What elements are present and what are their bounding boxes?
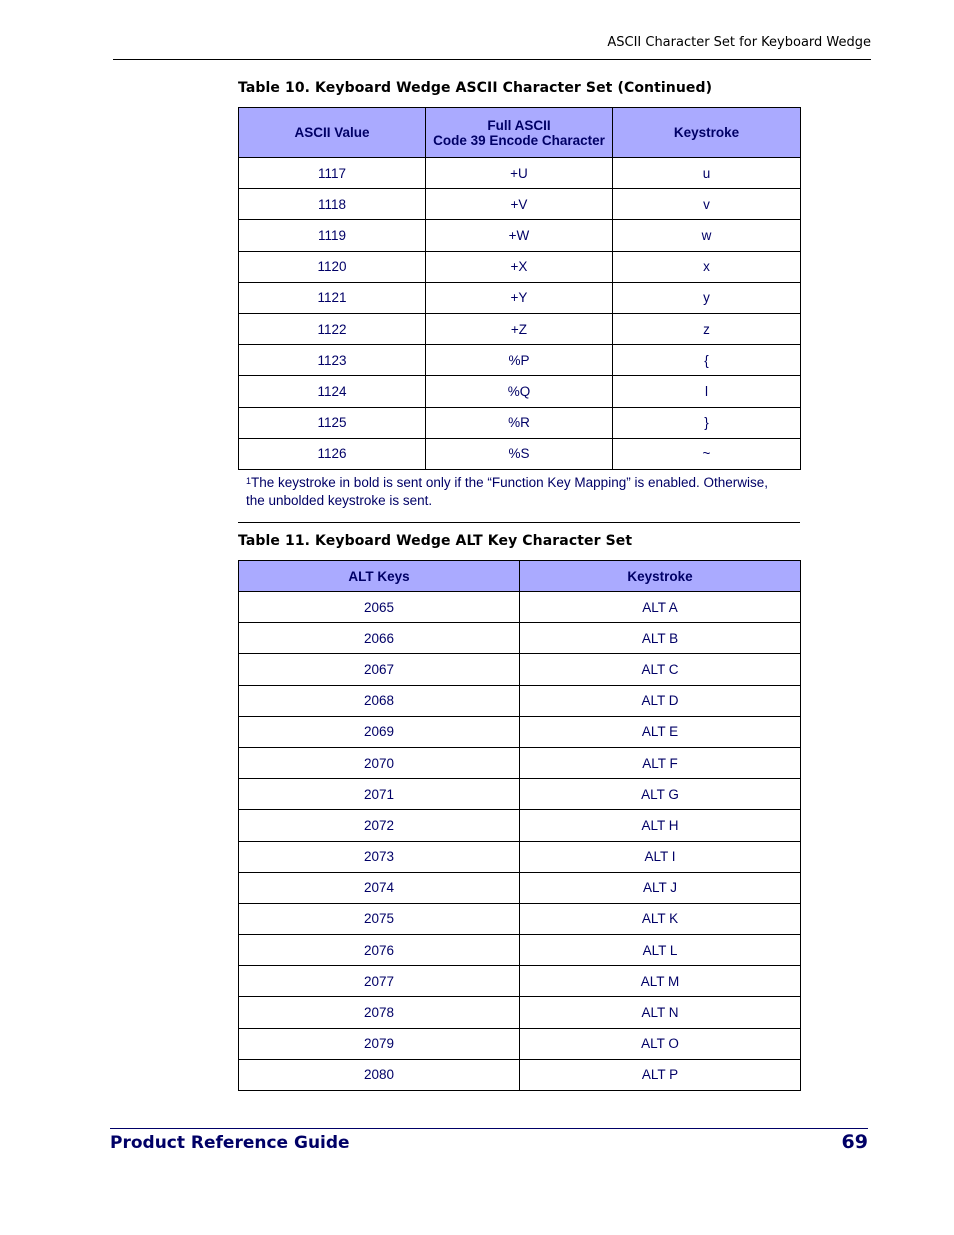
header-keystroke: Keystroke [613, 108, 801, 158]
alt-key-cell: 2067 [239, 654, 520, 685]
keystroke-cell: } [613, 407, 801, 438]
header-keystroke: Keystroke [520, 561, 801, 592]
ascii-table-body [239, 158, 801, 470]
keystroke-cell: ALT C [520, 654, 801, 685]
keystroke-cell: v [613, 189, 801, 220]
keystroke-cell: w [613, 220, 801, 251]
alt-key-cell: 2072 [239, 810, 520, 841]
ascii-value-cell: 1126 [239, 438, 426, 469]
header-alt-keys: ALT Keys [239, 561, 520, 592]
alt-key-cell: 2076 [239, 935, 520, 966]
alt-key-cell: 2075 [239, 903, 520, 934]
alt-key-cell: 2077 [239, 966, 520, 997]
alt-key-cell: 2069 [239, 716, 520, 747]
ascii-value-cell: 1121 [239, 282, 426, 313]
ascii-value-cell: 1124 [239, 376, 426, 407]
code39-cell: %P [426, 345, 613, 376]
ascii-value-cell: 1118 [239, 189, 426, 220]
ascii-value-cell: 1125 [239, 407, 426, 438]
keystroke-cell: ~ [613, 438, 801, 469]
table-row [239, 189, 801, 220]
keystroke-cell: u [613, 158, 801, 189]
code39-cell: %R [426, 407, 613, 438]
keystroke-cell: y [613, 282, 801, 313]
alt-key-cell: 2065 [239, 592, 520, 623]
footer-title: Product Reference Guide [110, 1133, 350, 1153]
table-row [239, 1028, 801, 1059]
running-header: ASCII Character Set for Keyboard Wedge [607, 35, 871, 50]
table-row [239, 623, 801, 654]
ascii-value-cell: 1120 [239, 251, 426, 282]
table-row [239, 1059, 801, 1090]
keystroke-cell: l [613, 376, 801, 407]
keystroke-cell: ALT O [520, 1028, 801, 1059]
table-row [239, 158, 801, 189]
footnote-marker: 1 [246, 476, 252, 486]
table-row [239, 935, 801, 966]
keystroke-cell: ALT A [520, 592, 801, 623]
alt-key-cell: 2073 [239, 841, 520, 872]
keystroke-cell: ALT D [520, 685, 801, 716]
table-row [239, 654, 801, 685]
ascii-value-cell: 1122 [239, 313, 426, 344]
alt-key-cell: 2078 [239, 997, 520, 1028]
footer-divider [110, 1128, 868, 1129]
keystroke-cell: ALT I [520, 841, 801, 872]
keystroke-cell: ALT H [520, 810, 801, 841]
table-row [239, 747, 801, 778]
code39-cell: %S [426, 438, 613, 469]
table-row [239, 685, 801, 716]
footnote [246, 474, 786, 510]
keystroke-cell: ALT G [520, 779, 801, 810]
table-row [239, 997, 801, 1028]
keystroke-cell: ALT E [520, 716, 801, 747]
table-row [239, 966, 801, 997]
keystroke-cell: ALT L [520, 935, 801, 966]
keystroke-cell: ALT J [520, 872, 801, 903]
table11-caption: Table 11. Keyboard Wedge ALT Key Character Set [238, 533, 633, 549]
code39-cell: +V [426, 189, 613, 220]
code39-cell: %Q [426, 376, 613, 407]
header-ascii-value: ASCII Value [239, 108, 426, 158]
table-row [239, 220, 801, 251]
ascii-value-cell: 1119 [239, 220, 426, 251]
alt-table-body [239, 592, 801, 1091]
header-full-ascii [426, 108, 613, 158]
alt-key-table [238, 560, 801, 1091]
keystroke-cell: ALT M [520, 966, 801, 997]
ascii-value-cell: 1117 [239, 158, 426, 189]
alt-key-cell: 2079 [239, 1028, 520, 1059]
code39-cell: +U [426, 158, 613, 189]
code39-cell: +X [426, 251, 613, 282]
table-row [239, 903, 801, 934]
alt-key-cell: 2074 [239, 872, 520, 903]
ascii-value-cell: 1123 [239, 345, 426, 376]
code39-cell: +Y [426, 282, 613, 313]
alt-key-cell: 2068 [239, 685, 520, 716]
footnote-divider [238, 522, 800, 523]
table-row [239, 407, 801, 438]
table-row [239, 779, 801, 810]
keystroke-cell: ALT K [520, 903, 801, 934]
keystroke-cell: z [613, 313, 801, 344]
table-row [239, 251, 801, 282]
alt-key-cell: 2066 [239, 623, 520, 654]
table-row [239, 841, 801, 872]
table-row [239, 438, 801, 469]
page-number: 69 [841, 1131, 868, 1153]
table-row [239, 376, 801, 407]
keystroke-cell: ALT F [520, 747, 801, 778]
keystroke-cell: x [613, 251, 801, 282]
alt-key-cell: 2071 [239, 779, 520, 810]
keystroke-cell: ALT N [520, 997, 801, 1028]
table-row [239, 872, 801, 903]
header-full-ascii-line2: Code 39 Encode Character [433, 132, 605, 148]
table-header-row [239, 108, 801, 158]
header-divider [113, 59, 871, 60]
table-header-row [239, 561, 801, 592]
table-row [239, 592, 801, 623]
code39-cell: +W [426, 220, 613, 251]
table-row [239, 313, 801, 344]
table-row [239, 810, 801, 841]
keystroke-cell: { [613, 345, 801, 376]
keystroke-cell: ALT P [520, 1059, 801, 1090]
alt-key-cell: 2080 [239, 1059, 520, 1090]
alt-key-cell: 2070 [239, 747, 520, 778]
keystroke-cell: ALT B [520, 623, 801, 654]
footnote-text: The keystroke in bold is sent only if the “Function Key Mapping” is enabled. Otherwise, the unbolded keystroke is sent. [246, 475, 769, 508]
code39-cell: +Z [426, 313, 613, 344]
ascii-character-table [238, 107, 801, 470]
table-row [239, 716, 801, 747]
table10-caption: Table 10. Keyboard Wedge ASCII Character Set (Continued) [238, 80, 713, 96]
table-row [239, 282, 801, 313]
header-full-ascii-line1: Full ASCII [487, 117, 551, 133]
table-row [239, 345, 801, 376]
